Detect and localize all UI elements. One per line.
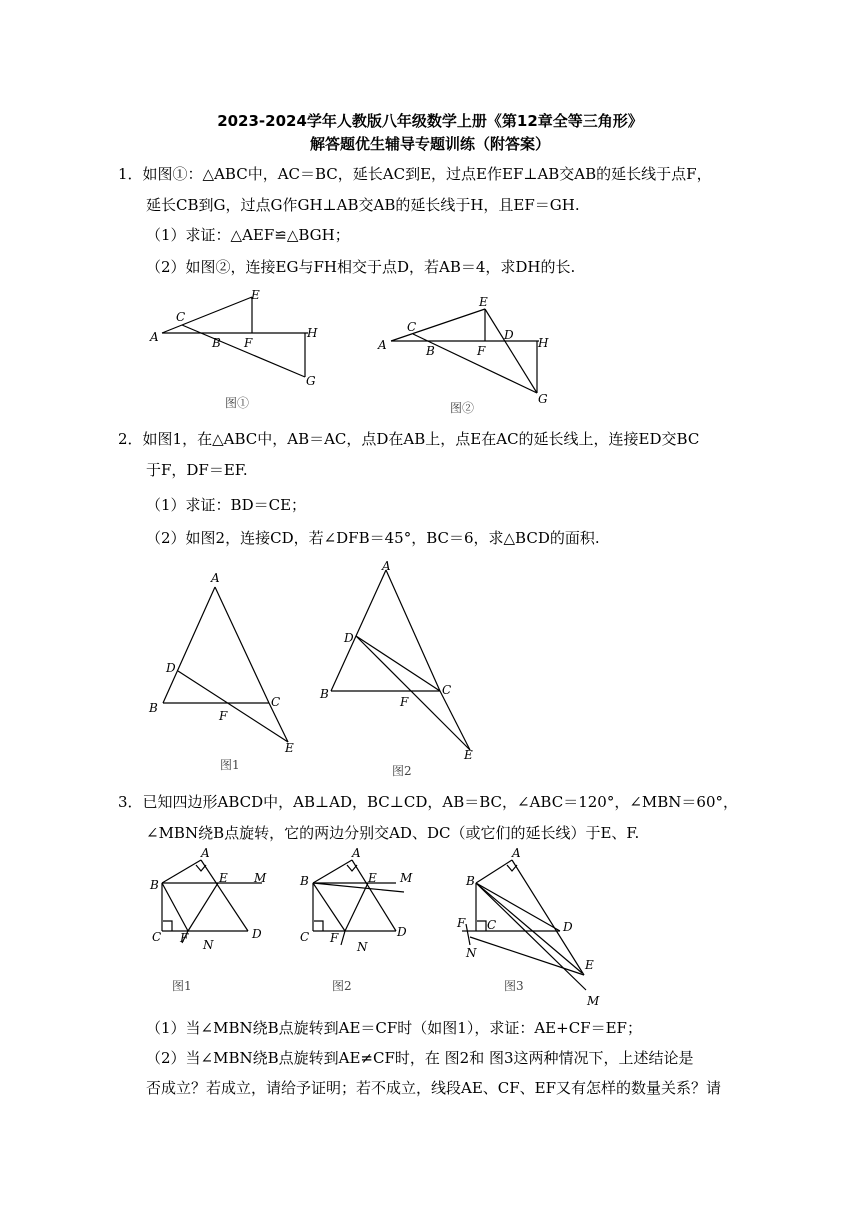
- label-N: N: [203, 938, 214, 952]
- label-D: D: [252, 927, 262, 941]
- label-F: F: [219, 709, 228, 723]
- label-B: B: [320, 687, 329, 701]
- label-F: F: [400, 695, 409, 709]
- q1-figure-2: [375, 295, 560, 405]
- label-B: B: [150, 878, 159, 892]
- label-C: C: [152, 930, 162, 944]
- q1-part1: （1）求证：△AEF≌△BGH；: [146, 226, 350, 244]
- q2-line1: 2．如图1，在△ABC中，AB＝AC，点D在AB上，点E在AC的延长线上，连接ED交BC: [118, 430, 700, 448]
- label-C: C: [442, 683, 452, 697]
- label-B: B: [212, 336, 221, 350]
- label-B: B: [466, 874, 475, 888]
- label-H: H: [307, 326, 318, 340]
- q3-figure-1-caption: 图1: [172, 979, 192, 993]
- label-D: D: [166, 661, 176, 675]
- q2-part1: （1）求证：BD＝CE；: [146, 496, 307, 514]
- label-G: G: [538, 392, 548, 406]
- q3-part1: （1）当∠MBN绕B点旋转到AE＝CF时（如图1），求证：AE+CF＝EF；: [146, 1019, 642, 1037]
- label-F: F: [457, 916, 466, 930]
- label-D: D: [504, 328, 514, 342]
- label-F: F: [244, 336, 253, 350]
- q2-part2: （2）如图2，连接CD，若∠DFB＝45°，BC＝6，求△BCD的面积.: [146, 529, 600, 547]
- label-E: E: [479, 295, 488, 309]
- label-E: E: [368, 871, 377, 885]
- label-C: C: [271, 695, 281, 709]
- label-N: N: [466, 946, 477, 960]
- q1-figure-1-caption: 图①: [225, 396, 250, 410]
- label-E: E: [219, 871, 228, 885]
- label-H: H: [538, 336, 549, 350]
- q2-figure-2: [318, 558, 488, 763]
- q2-figure-2-caption: 图2: [392, 764, 412, 778]
- q2-figure-1: [145, 570, 305, 755]
- label-N: N: [357, 940, 368, 954]
- label-A: A: [211, 571, 220, 585]
- q1-figure-1: [140, 285, 330, 390]
- q1-figure-2-caption: 图②: [450, 401, 475, 415]
- label-D: D: [344, 631, 354, 645]
- label-A: A: [150, 330, 159, 344]
- label-C: C: [487, 918, 497, 932]
- label-M: M: [400, 871, 413, 885]
- label-A: A: [352, 846, 361, 860]
- q3-figure-2-caption: 图2: [332, 979, 352, 993]
- label-B: B: [149, 701, 158, 715]
- q2-figure-1-caption: 图1: [220, 758, 240, 772]
- q3-part2-line2: 否成立？若成立，请给予证明；若不成立，线段AE、CF、EF又有怎样的数量关系？请: [146, 1079, 722, 1097]
- q1-line1: 1．如图①：△ABC中，AC＝BC，延长AC到E，过点E作EF⊥AB交AB的延长线于点F，: [118, 165, 712, 183]
- q3-figure-3: [452, 845, 602, 1010]
- q3-line1: 3．已知四边形ABCD中，AB⊥AD，BC⊥CD，AB＝BC，∠ABC＝120°，∠MBN＝60°，: [118, 793, 738, 811]
- label-F: F: [180, 931, 189, 945]
- q2-line2: 于F，DF＝EF.: [146, 461, 248, 479]
- q1-part2: （2）如图②，连接EG与FH相交于点D，若AB＝4，求DH的长.: [146, 258, 576, 276]
- page-subtitle: 解答题优生辅导专题训练（附答案）: [309, 135, 550, 153]
- q3-figure-2: [300, 845, 430, 955]
- q3-part2-line1: （2）当∠MBN绕B点旋转到AE≠CF时，在 图2和 图3这两种情况下，上述结论是: [146, 1049, 694, 1067]
- page-title: 2023-2024学年人教版八年级数学上册《第12章全等三角形》: [217, 112, 643, 130]
- label-E: E: [251, 288, 260, 302]
- q3-figure-3-caption: 图3: [504, 979, 524, 993]
- label-F: F: [477, 344, 486, 358]
- label-F: F: [330, 931, 339, 945]
- label-E: E: [464, 748, 473, 762]
- label-C: C: [300, 930, 310, 944]
- label-A: A: [512, 846, 521, 860]
- label-E: E: [585, 958, 594, 972]
- label-C: C: [407, 320, 417, 334]
- label-M: M: [587, 994, 600, 1008]
- q3-figure-1: [148, 845, 273, 955]
- label-A: A: [382, 559, 391, 573]
- label-G: G: [306, 374, 316, 388]
- label-B: B: [426, 344, 435, 358]
- q1-line2: 延长CB到G，过点G作GH⊥AB交AB的延长线于H，且EF＝GH.: [146, 196, 580, 214]
- q3-line2: ∠MBN绕B点旋转，它的两边分别交AD、DC（或它们的延长线）于E、F.: [146, 824, 640, 842]
- label-M: M: [254, 871, 267, 885]
- label-A: A: [378, 338, 387, 352]
- label-B: B: [300, 874, 309, 888]
- label-C: C: [176, 310, 186, 324]
- label-E: E: [285, 741, 294, 755]
- label-D: D: [397, 925, 407, 939]
- label-D: D: [563, 920, 573, 934]
- label-A: A: [201, 846, 210, 860]
